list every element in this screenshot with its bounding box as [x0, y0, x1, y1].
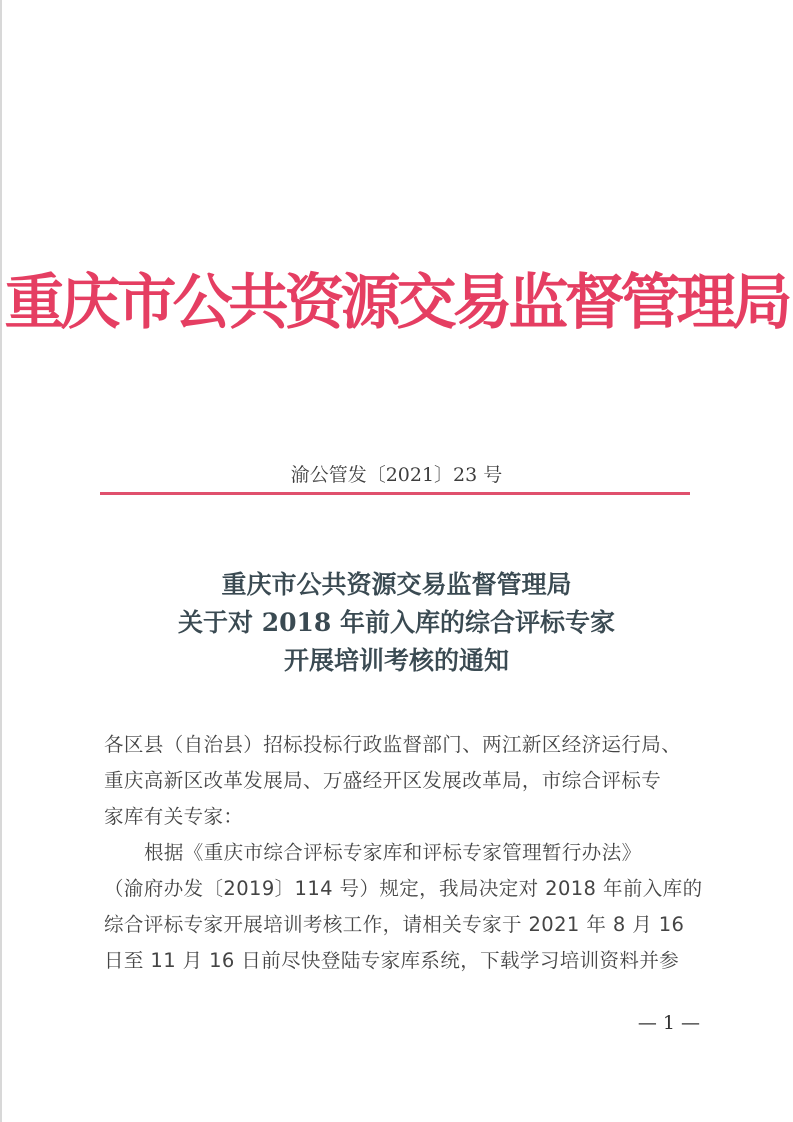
page-number: — 1 —	[637, 1012, 700, 1034]
salutation-line: 家库有关专家：	[104, 805, 244, 828]
title-line: 重庆市公共资源交易监督管理局	[221, 570, 572, 599]
body-paragraph	[104, 835, 703, 979]
salutation-line: 重庆高新区改革发展局、万盛经开区发展改革局，市综合评标专	[104, 769, 662, 792]
title-line: 开展培训考核的通知	[283, 646, 509, 675]
red-divider-line	[100, 492, 690, 495]
paragraph-line: 综合评标专家开展培训考核工作，请相关专家于 2021 年 8 月 16	[104, 913, 685, 936]
salutation-block	[104, 727, 692, 835]
title-line: 关于对 2018 年前入库的综合评标专家	[178, 608, 615, 637]
salutation-line: 各区县（自治县）招标投标行政监督部门、两江新区经济运行局、	[104, 733, 682, 756]
document-number: 渝公管发〔2021〕23 号	[290, 464, 503, 486]
paragraph-line: （渝府办发〔2019〕114 号）规定，我局决定对 2018 年前入库的	[104, 877, 703, 900]
paragraph-line: 根据《重庆市综合评标专家库和评标专家管理暂行办法》	[144, 841, 642, 864]
page-edge	[0, 0, 2, 1122]
agency-masthead: 重庆市公共资源交易监督管理局	[4, 268, 789, 338]
paragraph-line: 日至 11 月 16 日前尽快登陆专家库系统，下载学习培训资料并参	[104, 949, 680, 972]
notice-title	[0, 566, 793, 680]
